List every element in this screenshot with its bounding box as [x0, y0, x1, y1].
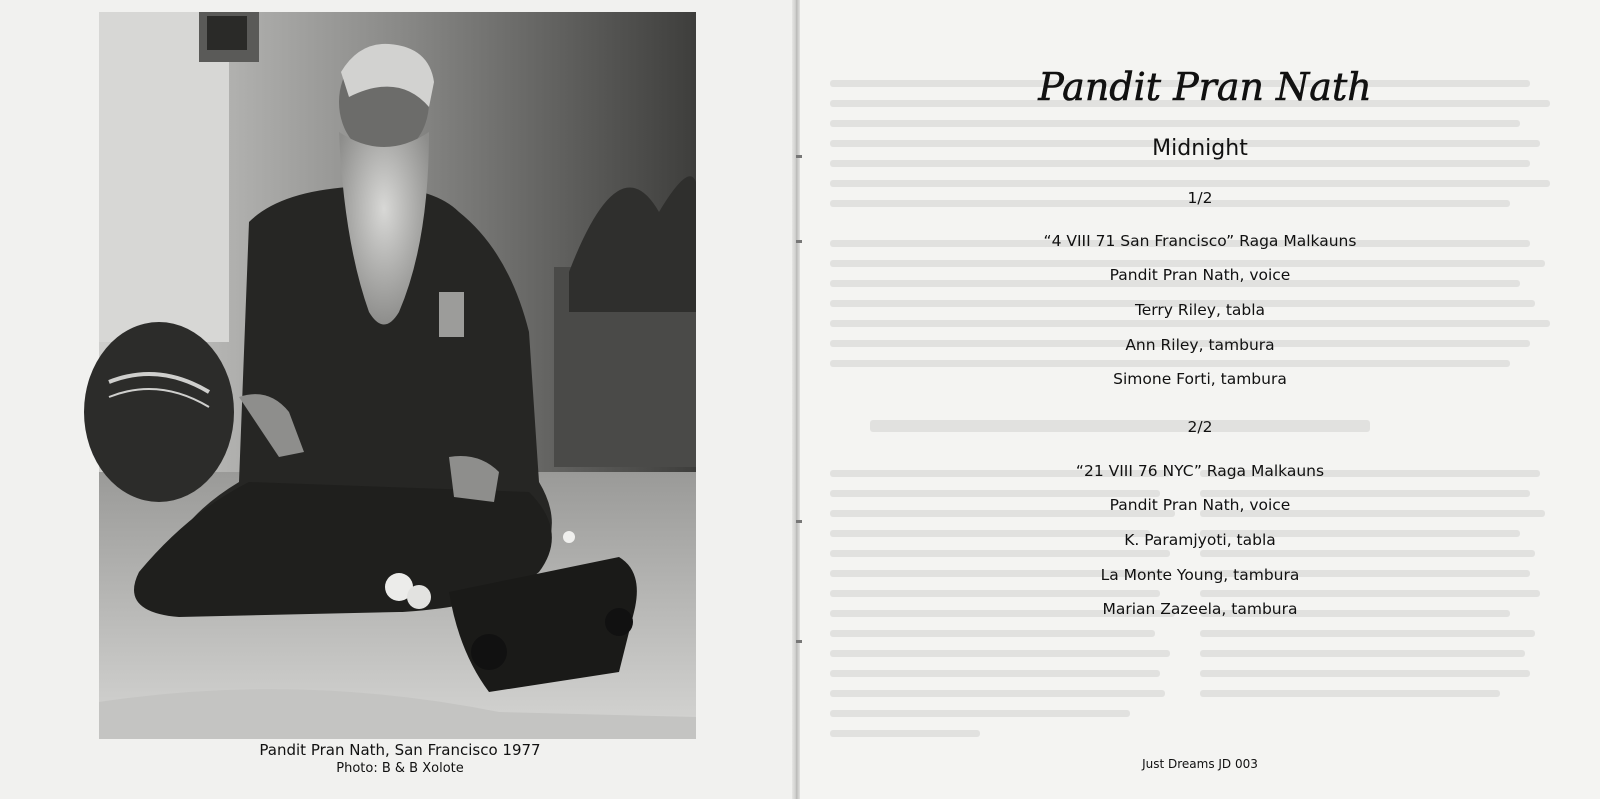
artist-name-heading — [1038, 58, 1372, 118]
performer-credit: Terry Riley, tabla — [1134, 301, 1266, 319]
recording-title: “4 VIII 71 San Francisco” Raga Malkauns — [1043, 232, 1357, 250]
album-subtitle: Midnight — [1152, 136, 1248, 161]
staple-mark — [796, 240, 802, 243]
left-page — [0, 0, 796, 799]
catalog-number: Just Dreams JD 003 — [1142, 757, 1258, 771]
photo-caption: Pandit Pran Nath, San Francisco 1977 — [259, 741, 541, 759]
staple-mark — [796, 640, 802, 643]
portrait-photo — [99, 12, 696, 739]
performer-credit: Marian Zazeela, tambura — [1102, 600, 1298, 618]
recording-title: “21 VIII 76 NYC” Raga Malkauns — [1075, 462, 1325, 480]
part-number: 1/2 — [1187, 189, 1213, 207]
performer-credit: K. Paramjyoti, tabla — [1124, 531, 1276, 549]
booklet-spine — [792, 0, 800, 799]
part-number: 2/2 — [1187, 418, 1213, 436]
performer-credit: Ann Riley, tambura — [1125, 336, 1275, 354]
performer-credit: Pandit Pran Nath, voice — [1109, 496, 1291, 514]
artist-name-heading-text: Pandit Pran Nath — [1038, 65, 1372, 109]
performer-credit: Simone Forti, tambura — [1113, 370, 1287, 388]
performer-credit: La Monte Young, tambura — [1100, 566, 1300, 584]
photo-credit: Photo: B & B Xolote — [336, 761, 464, 776]
staple-mark — [796, 520, 802, 523]
staple-mark — [796, 155, 802, 158]
performer-credit: Pandit Pran Nath, voice — [1109, 266, 1291, 284]
